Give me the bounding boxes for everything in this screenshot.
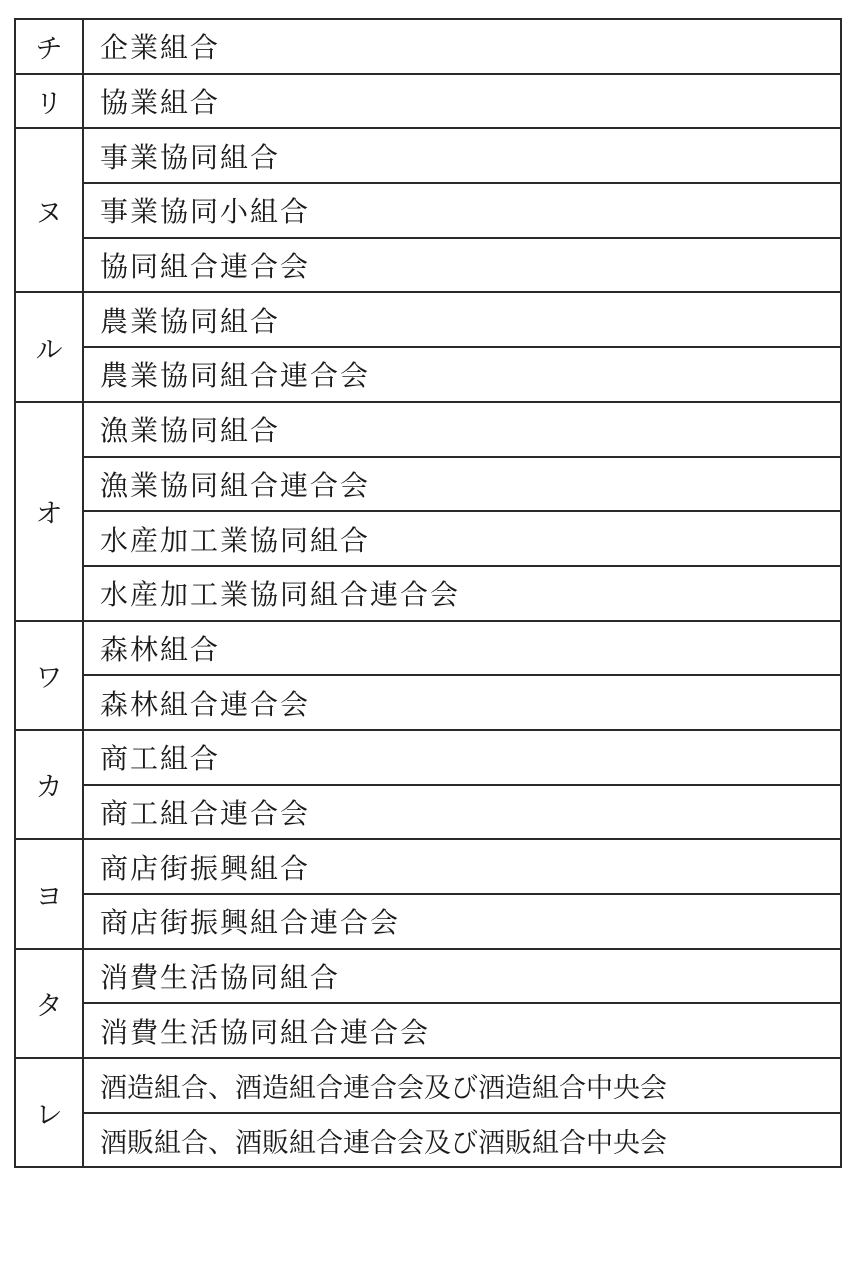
organization-type: 森林組合連合会 xyxy=(83,675,841,730)
category-key: ヌ xyxy=(15,128,83,292)
table-row xyxy=(15,238,841,293)
table-row xyxy=(15,894,841,949)
organization-type: 漁業協同組合 xyxy=(83,402,841,457)
cooperative-types-table xyxy=(14,18,842,1168)
organization-type: 協同組合連合会 xyxy=(83,238,841,293)
organization-type: 消費生活協同組合連合会 xyxy=(83,1003,841,1058)
organization-type: 酒販組合、酒販組合連合会及び酒販組合中央会 xyxy=(83,1113,841,1168)
organization-type: 酒造組合、酒造組合連合会及び酒造組合中央会 xyxy=(83,1058,841,1113)
table-row xyxy=(15,183,841,238)
organization-type: 農業協同組合連合会 xyxy=(83,347,841,402)
table-row xyxy=(15,949,841,1004)
table-row xyxy=(15,839,841,894)
table-row xyxy=(15,675,841,730)
table-row xyxy=(15,511,841,566)
organization-type: 商店街振興組合 xyxy=(83,839,841,894)
table-row xyxy=(15,1058,841,1113)
table-row xyxy=(15,730,841,785)
organization-type: 事業協同組合 xyxy=(83,128,841,183)
organization-type: 商工組合連合会 xyxy=(83,785,841,840)
table-row xyxy=(15,347,841,402)
table-row xyxy=(15,785,841,840)
organization-type: 水産加工業協同組合 xyxy=(83,511,841,566)
category-key: カ xyxy=(15,730,83,839)
category-key: ヨ xyxy=(15,839,83,948)
organization-type: 商工組合 xyxy=(83,730,841,785)
organization-type: 企業組合 xyxy=(83,19,841,74)
organization-type: 消費生活協同組合 xyxy=(83,949,841,1004)
table-row xyxy=(15,402,841,457)
organization-type: 農業協同組合 xyxy=(83,292,841,347)
organization-type: 森林組合 xyxy=(83,621,841,676)
category-key: オ xyxy=(15,402,83,621)
category-key: ル xyxy=(15,292,83,401)
organization-type: 事業協同小組合 xyxy=(83,183,841,238)
category-key: タ xyxy=(15,949,83,1058)
table-row xyxy=(15,292,841,347)
organization-type: 漁業協同組合連合会 xyxy=(83,457,841,512)
table-row xyxy=(15,566,841,621)
table-row xyxy=(15,128,841,183)
table-row xyxy=(15,74,841,129)
table-row xyxy=(15,19,841,74)
table-row xyxy=(15,621,841,676)
category-key: リ xyxy=(15,74,83,129)
category-key: レ xyxy=(15,1058,83,1167)
category-key: チ xyxy=(15,19,83,74)
organization-type: 水産加工業協同組合連合会 xyxy=(83,566,841,621)
table-row xyxy=(15,457,841,512)
organization-type: 商店街振興組合連合会 xyxy=(83,894,841,949)
table-body xyxy=(15,19,841,1167)
table-row xyxy=(15,1003,841,1058)
table-row xyxy=(15,1113,841,1168)
category-key: ワ xyxy=(15,621,83,730)
organization-type: 協業組合 xyxy=(83,74,841,129)
